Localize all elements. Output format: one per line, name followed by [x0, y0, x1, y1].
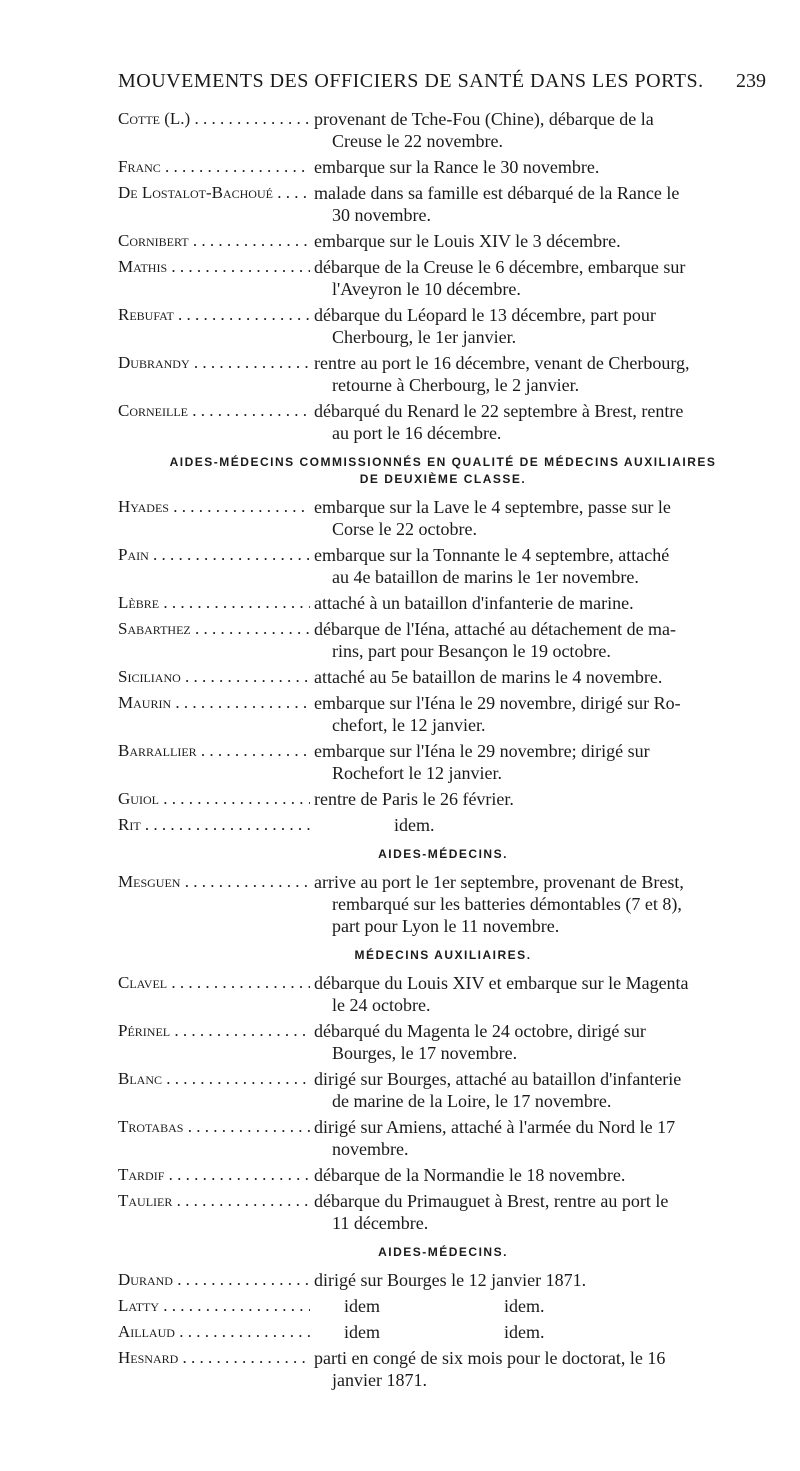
entry-text: provenant de Tche-Fou (Chine), débarque de la — [314, 109, 654, 129]
entry-text: débarque de la Creuse le 6 décembre, embarque sur — [314, 257, 686, 277]
officer-name: Dubrandy . . . — [118, 352, 310, 374]
entry-blanc — [118, 1068, 768, 1112]
entry-text: au port le 16 décembre. — [332, 423, 502, 443]
entry-rebufat — [118, 304, 768, 348]
entry-text: rentre au port le 16 décembre, venant de Cherbourg, — [314, 353, 690, 373]
entry-text: rins, part pour Besançon le 19 octobre. — [332, 641, 611, 661]
officer-name: Corneille . . . — [118, 400, 310, 422]
section-heading-line: MÉDECINS AUXILIAIRES. — [354, 948, 532, 962]
entry-corneille — [118, 400, 768, 444]
entry-text: attaché au 5e bataillon de marins le 4 novembre. — [314, 667, 663, 687]
entry-text: Corse le 22 octobre. — [332, 519, 477, 539]
entry-text: rentre de Paris le 26 février. — [314, 789, 514, 809]
section-heading-line: AIDES-MÉDECINS COMMISSIONNÉS EN QUALITÉ DE MÉDECINS AUXILIAIRES — [169, 455, 717, 469]
entry-dubrandy — [118, 352, 768, 396]
entry-text: idem. — [394, 815, 435, 835]
entry-text: attaché à un bataillon d'infanterie de marine. — [314, 593, 634, 613]
ditto-text: idem. — [504, 1296, 545, 1316]
entry-pain — [118, 544, 768, 588]
entry-text: embarque sur la Lave le 4 septembre, passe sur le — [314, 497, 671, 517]
entry-text: l'Aveyron le 10 décembre. — [332, 279, 521, 299]
officer-name: Franc . . . — [118, 156, 310, 178]
entry-mathis — [118, 256, 768, 300]
officer-name: Pain . . . — [118, 544, 310, 566]
officer-name: Hesnard . . . — [118, 1347, 310, 1369]
section-heading — [118, 846, 768, 863]
entry-text: embarque sur la Tonnante le 4 septembre, attaché — [314, 545, 670, 565]
entry-text: embarque sur l'Iéna le 29 novembre; dirigé sur — [314, 741, 650, 761]
entry-sabarthez — [118, 618, 768, 662]
entry-cotte — [118, 108, 768, 152]
officer-name: Trotabas . . . — [118, 1116, 310, 1138]
officer-name: Rebufat . . . — [118, 304, 310, 326]
entry-maurin — [118, 692, 768, 736]
entry-text: janvier 1871. — [332, 1370, 427, 1390]
entry-durand — [118, 1269, 768, 1291]
officer-name: Guiol . . . — [118, 788, 310, 810]
entry-text: Creuse le 22 novembre. — [332, 131, 503, 151]
entry-text: dirigé sur Bourges, attaché au bataillon d'infanterie — [314, 1069, 682, 1089]
entry-hesnard — [118, 1347, 768, 1391]
officer-name: Sabarthez . . . — [118, 618, 310, 640]
section-heading-line: DE DEUXIÈME CLASSE. — [359, 472, 527, 486]
entry-text: arrive au port le 1er septembre, provenant de Brest, — [314, 872, 684, 892]
entry-text: le 24 octobre. — [332, 995, 431, 1015]
entry-text: de marine de la Loire, le 17 novembre. — [332, 1091, 612, 1111]
officer-name: Cornibert . . . — [118, 230, 310, 252]
officer-name: Durand . . . — [118, 1269, 310, 1291]
entry-text: Cherbourg, le 1er janvier. — [332, 327, 517, 347]
entry-latty — [118, 1295, 768, 1317]
entry-text: malade dans sa famille est débarqué de la Rance le — [314, 183, 680, 203]
ditto-text: idem — [344, 1322, 380, 1342]
officer-name: Taulier . . . — [118, 1190, 310, 1212]
entry-text: Rochefort le 12 janvier. — [332, 763, 502, 783]
entry-text: 30 novembre. — [332, 205, 431, 225]
entry-text: embarque sur l'Iéna le 29 novembre, dirigé sur Ro- — [314, 693, 681, 713]
officer-name: Clavel . . . — [118, 972, 310, 994]
entry-de-lostalot — [118, 182, 768, 226]
entry-text: débarque de l'Iéna, attaché au détachement de ma- — [314, 619, 677, 639]
officer-name: Latty . . . — [118, 1295, 310, 1317]
entry-text: embarque sur la Rance le 30 novembre. — [314, 157, 600, 177]
entry-text: rembarqué sur les batteries démontables (7 et 8), — [332, 894, 682, 914]
entry-text: parti en congé de six mois pour le doctorat, le 16 — [314, 1348, 666, 1368]
entry-text: novembre. — [332, 1139, 409, 1159]
officer-name: Tardif . . . — [118, 1164, 310, 1186]
entry-text: débarque de la Normandie le 18 novembre. — [314, 1165, 626, 1185]
entry-text: 11 décembre. — [332, 1213, 429, 1233]
entry-taulier — [118, 1190, 768, 1234]
officer-name: Maurin . . . — [118, 692, 310, 714]
officer-name: Lèbre . . . — [118, 592, 310, 614]
entry-text: part pour Lyon le 11 novembre. — [332, 916, 560, 936]
entry-text: débarque du Louis XIV et embarque sur le Magenta — [314, 973, 689, 993]
running-header — [118, 70, 766, 100]
entry-text: retourne à Cherbourg, le 2 janvier. — [332, 375, 580, 395]
officer-name: Hyades . . . — [118, 496, 310, 518]
section-heading — [118, 454, 768, 488]
entry-lebre — [118, 592, 768, 614]
officer-name: Rit . . . — [118, 814, 310, 836]
officer-name: Siciliano . . . — [118, 666, 310, 688]
section-heading — [118, 1244, 768, 1261]
officer-name: Périnel . . . — [118, 1020, 310, 1042]
entry-text: embarque sur le Louis XIV le 3 décembre. — [314, 231, 621, 251]
entry-siciliano — [118, 666, 768, 688]
section-heading-line: AIDES-MÉDECINS. — [378, 847, 508, 861]
entry-cornibert — [118, 230, 768, 252]
entry-text: débarque du Léopard le 13 décembre, part pour — [314, 305, 656, 325]
entry-guiol — [118, 788, 768, 810]
section-heading — [118, 947, 768, 964]
officer-name: Mesguen . . . — [118, 871, 310, 893]
entry-barrallier — [118, 740, 768, 784]
officer-name: De Lostalot-Bachoué . . . — [118, 182, 310, 204]
officer-name: Mathis . . . — [118, 256, 310, 278]
entry-rit — [118, 814, 768, 836]
ditto-text: idem — [344, 1296, 380, 1316]
officer-name: Cotte (L.) . . . — [118, 108, 310, 130]
entry-aillaud — [118, 1321, 768, 1343]
entry-text: Bourges, le 17 novembre. — [332, 1043, 518, 1063]
officer-name: Aillaud . . . — [118, 1321, 310, 1343]
entry-text: dirigé sur Bourges le 12 janvier 1871. — [314, 1270, 587, 1290]
entry-text: chefort, le 12 janvier. — [332, 715, 486, 735]
entry-clavel — [118, 972, 768, 1016]
header-title: MOUVEMENTS DES OFFICIERS DE SANTÉ DANS LES PORTS. — [118, 70, 704, 92]
ditto-text: idem. — [504, 1322, 545, 1342]
entry-tardif — [118, 1164, 768, 1186]
entry-trotabas — [118, 1116, 768, 1160]
entry-text: débarqué du Magenta le 24 octobre, dirigé sur — [314, 1021, 646, 1041]
entry-mesguen — [118, 871, 768, 937]
section-heading-line: AIDES-MÉDECINS. — [378, 1245, 508, 1259]
officer-name: Blanc . . . — [118, 1068, 310, 1090]
page-number: 239 — [736, 70, 766, 92]
entry-text: dirigé sur Amiens, attaché à l'armée du Nord le 17 — [314, 1117, 676, 1137]
entry-perinel — [118, 1020, 768, 1064]
entry-text: au 4e bataillon de marins le 1er novembre. — [332, 567, 639, 587]
page-content — [118, 108, 768, 1395]
entry-text: débarque du Primauguet à Brest, rentre au port le — [314, 1191, 669, 1211]
entry-hyades — [118, 496, 768, 540]
officer-name: Barrallier . . . — [118, 740, 310, 762]
entry-franc — [118, 156, 768, 178]
entry-text: débarqué du Renard le 22 septembre à Brest, rentre — [314, 401, 684, 421]
